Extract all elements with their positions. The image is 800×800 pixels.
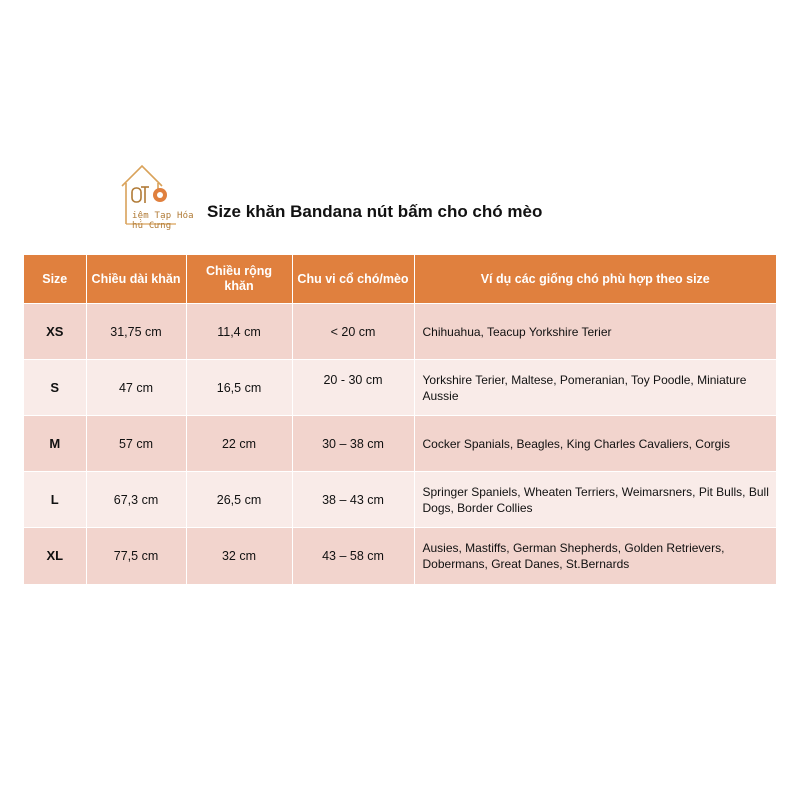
cell-length: 67,3 cm: [86, 472, 186, 528]
table-row: [24, 360, 776, 416]
cell-size: S: [24, 360, 86, 416]
cell-length: 57 cm: [86, 416, 186, 472]
header-length: Chiều dài khăn: [86, 255, 186, 304]
cell-width: 11,4 cm: [186, 304, 292, 360]
cell-width: 22 cm: [186, 416, 292, 472]
cell-size: L: [24, 472, 86, 528]
header-breeds: Ví dụ các giống chó phù hợp theo size: [414, 255, 776, 304]
cell-neck: 30 – 38 cm: [292, 416, 414, 472]
shop-logo: [118, 162, 194, 234]
page-title: Size khăn Bandana nút bấm cho chó mèo: [207, 202, 543, 221]
cell-neck: < 20 cm: [292, 304, 414, 360]
logo-text-line2: hú Cưng: [132, 221, 172, 231]
header-width: Chiều rộng khăn: [186, 255, 292, 304]
logo-text-line1: iệm Tạp Hóa: [132, 211, 194, 221]
cell-length: 47 cm: [86, 360, 186, 416]
cell-neck: 43 – 58 cm: [292, 528, 414, 584]
header-size: Size: [24, 255, 86, 304]
cell-length: 77,5 cm: [86, 528, 186, 584]
cell-size: XS: [24, 304, 86, 360]
cell-breeds: Chihuahua, Teacup Yorkshire Terier: [414, 304, 776, 360]
table-row: [24, 528, 776, 584]
cell-size: XL: [24, 528, 86, 584]
cell-width: 32 cm: [186, 528, 292, 584]
cell-width: 26,5 cm: [186, 472, 292, 528]
cell-neck: 38 – 43 cm: [292, 472, 414, 528]
header-neck: Chu vi cổ chó/mèo: [292, 255, 414, 304]
cell-breeds: Springer Spaniels, Wheaten Terriers, Weimarsners, Pit Bulls, Bull Dogs, Border Collies: [414, 472, 776, 528]
table-header-row: [24, 255, 776, 304]
table-row: [24, 416, 776, 472]
cell-length: 31,75 cm: [86, 304, 186, 360]
table-row: [24, 304, 776, 360]
cell-width: 16,5 cm: [186, 360, 292, 416]
cell-neck: 20 - 30 cm: [292, 360, 414, 416]
table-row: [24, 472, 776, 528]
cell-breeds: Cocker Spanials, Beagles, King Charles Cavaliers, Corgis: [414, 416, 776, 472]
cell-breeds: Yorkshire Terier, Maltese, Pomeranian, Toy Poodle, Miniature Aussie: [414, 360, 776, 416]
cell-breeds: Ausies, Mastiffs, German Shepherds, Golden Retrievers, Dobermans, Great Danes, St.Bernards: [414, 528, 776, 584]
cell-size: M: [24, 416, 86, 472]
size-table: [24, 255, 776, 584]
